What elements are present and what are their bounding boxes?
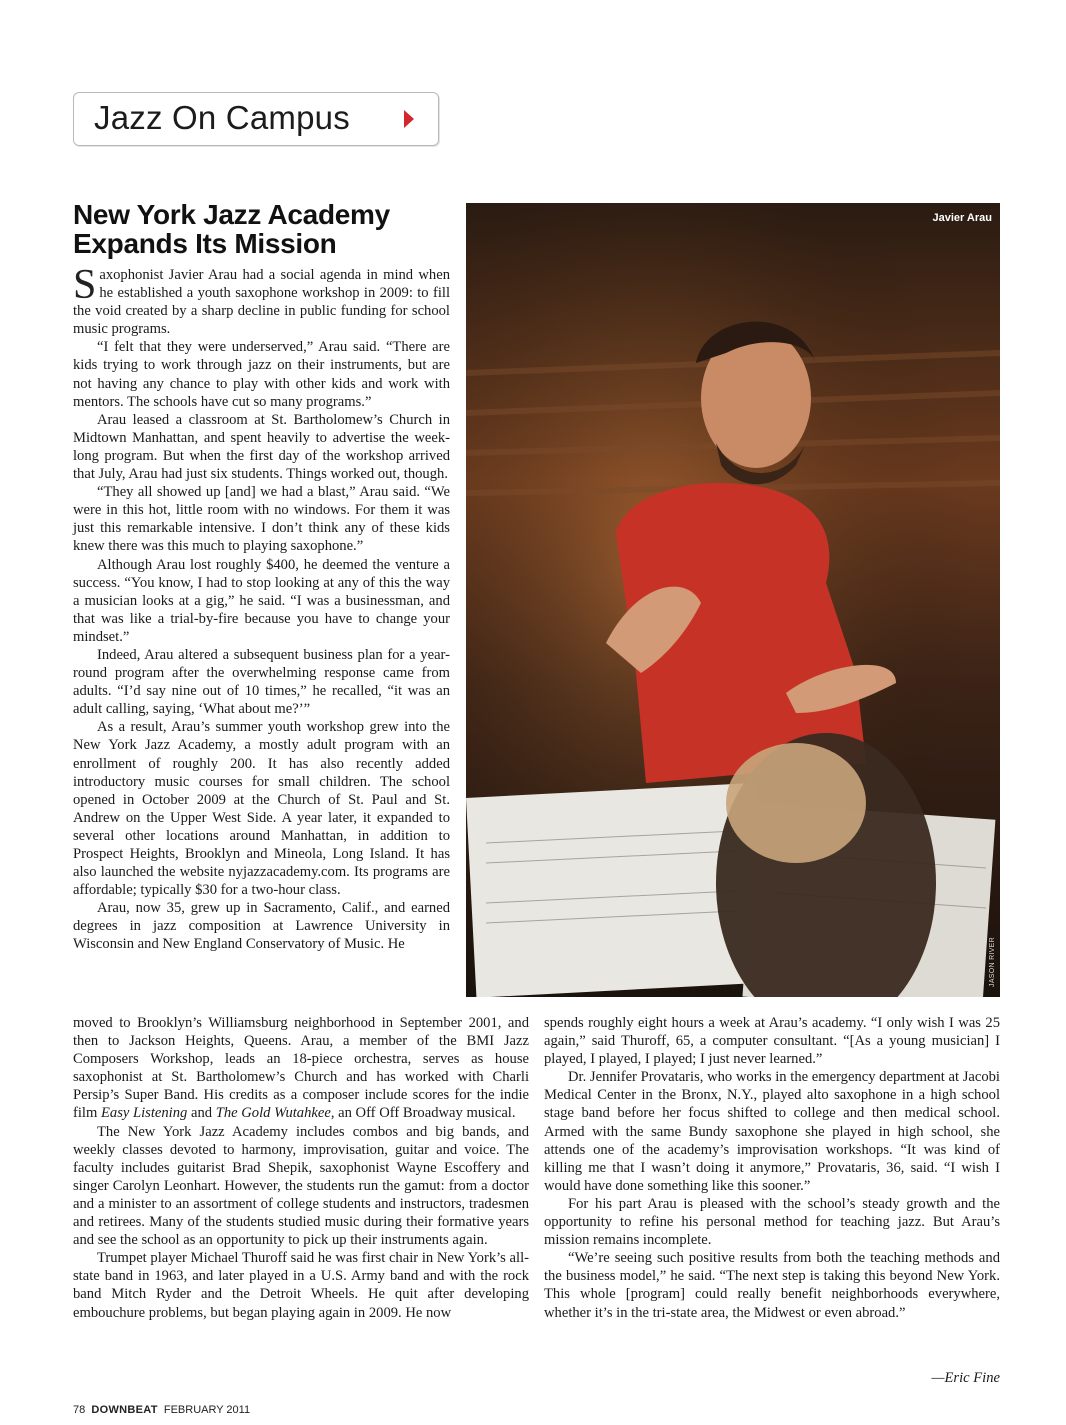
article-paragraph: Trumpet player Michael Thuroff said he was first chair in New York’s all-state band in 1963, and later played in a U.S. Army band and with the rock band Mitch Ryder and the Detroit Wheels. He quit after developing embouchure problems, but began playing again in 2009. He now <box>73 1250 529 1321</box>
article-paragraph: Arau, now 35, grew up in Sacramento, Calif., and earned degrees in jazz composition at Lawrence University in Wisconsin and New England Conservatory of Music. He <box>73 900 450 953</box>
paragraph-text: axophonist Javier Arau had a social agenda in mind when he established a youth saxophone workshop in 2009: to fill the void created by a sharp decline in public funding for school music programs. <box>73 267 450 338</box>
film-title: Easy Listening <box>100 1105 188 1122</box>
article-paragraph: “They all showed up [and] we had a blast,” Arau said. “We were in this hot, little room with no windows. For them it was just this remarkable intensive. I don’t think any of these kids knew there was this much to playing saxophone.” <box>73 484 450 555</box>
byline: —Eric Fine <box>931 1370 1000 1386</box>
article-column-3 <box>544 1014 1000 1322</box>
magazine-name: DOWNBEAT <box>91 1404 158 1416</box>
issue-date: FEBRUARY 2011 <box>163 1404 251 1416</box>
section-tag <box>73 92 439 146</box>
page-footer <box>73 1404 250 1416</box>
article-paragraph <box>73 1014 529 1123</box>
paragraph-text: , an Off Off Broadway musical. <box>330 1105 516 1122</box>
article-column-1 <box>73 262 450 954</box>
paragraph-text: moved to Brooklyn’s Williamsburg neighborhood in September 2001, and then to Jackson Heights, Queens. Arau, a member of the BMI Jazz Composers Workshop, leads an 18-piece orchestra, serves as house saxophonist at St. Bartholomew’s Church and has worked with Charli Persip’s Super Band. His credits as a composer include scores for the indie film <box>73 1015 529 1122</box>
article-paragraph: “I felt that they were underserved,” Arau said. “There are kids trying to work through jazz on their instruments, but are not having any chance to play with other kids and work with mentors. The schools have cut so many programs.” <box>73 339 450 410</box>
section-label: Jazz On Campus <box>94 99 350 136</box>
article-paragraph: Arau leased a classroom at St. Bartholomew’s Church in Midtown Manhattan, and spent heavily to advertise the week-long program. But when the first day of the workshop arrived that July, Arau had just six students. Things worked out, though. <box>73 411 450 483</box>
film-title: The Gold Wutahkee <box>215 1105 331 1122</box>
article-paragraph: Dr. Jennifer Provataris, who works in the emergency department at Jacobi Medical Center in the Bronx, N.Y., played alto saxophone in a high school stage band before her focus shifted to college and then medical school. Armed with the same Bundy saxophone she played in high school, she attends one of the academy’s improvisation workshops. “It was kind of killing me that I wasn’t doing it anymore,” Provataris, 36, said. “I wish I would have done something like this sooner.” <box>544 1069 1000 1194</box>
headline <box>73 200 453 258</box>
page-number: 78 <box>73 1404 86 1416</box>
photo-illustration <box>466 203 1000 997</box>
headline-line-2: Expands Its Mission <box>73 228 337 259</box>
article-paragraph: The New York Jazz Academy includes combos and big bands, and weekly classes devoted to harmony, improvisation, guitar and voice. The faculty includes guitarist Brad Shepik, saxophonist Wayne Escoffery and singer Carolyn Leonhart. However, the students run the gamut: from a doctor and a minister to an assortment of college students and instructors, tradesmen and retirees. Many of the students studied music during their formative years and see the school as an opportunity to pick up their instruments again. <box>73 1123 529 1249</box>
triangle-right-icon <box>404 110 414 128</box>
article-paragraph: For his part Arau is pleased with the school’s steady growth and the opportunity to refine his personal method for teaching jazz. But Arau’s mission remains incomplete. <box>544 1195 1000 1249</box>
article-paragraph <box>73 262 450 338</box>
drop-cap: S <box>73 262 97 308</box>
article-column-2 <box>73 1014 529 1322</box>
headline-line-1: New York Jazz Academy <box>73 199 390 230</box>
article-paragraph: As a result, Arau’s summer youth workshop grew into the New York Jazz Academy, a mostly adult program with an enrollment of roughly 200. It has also recently added introductory music courses for small children. The school opened in October 2009 at the Church of St. Paul and St. Andrew on the Upper West Side. A year later, it expanded to several other locations around Manhattan, in addition to Prospect Heights, Brooklyn and Mineola, Long Island. It has also launched the website nyjazzacademy.com. Its programs are affordable; typically $30 for a two-hour class. <box>73 719 450 899</box>
paragraph-text: and <box>187 1105 216 1122</box>
photo-credit: JASON RIVER <box>989 937 996 987</box>
photo-caption: Javier Arau <box>932 212 992 224</box>
article-paragraph: Although Arau lost roughly $400, he deemed the venture a success. “You know, I had to stop looking at any of this the way a musician looks at a gig,” he said. “I was a businessman, and that was like a trial-by-fire because you have to change your mindset.” <box>73 556 450 645</box>
article-photo <box>466 203 1000 997</box>
article-paragraph: spends roughly eight hours a week at Arau’s academy. “I only wish I was 25 again,” said Thuroff, 65, a computer consultant. “[As a young musician] I played, I played, I played; I just never learned.” <box>544 1015 1000 1068</box>
article-paragraph: “We’re seeing such positive results from both the teaching methods and the business model,” he said. “The next step is taking this beyond New York. This whole [program] could really benefit neighborhoods everywhere, whether it’s in the tri-state area, the Midwest or even abroad.” <box>544 1250 1000 1321</box>
article-paragraph: Indeed, Arau altered a subsequent business plan for a year-round program after the overwhelming response came from adults. “I’d say nine out of 10 times,” he recalled, “it was an adult calling, saying, ‘What about me?’” <box>73 646 450 718</box>
